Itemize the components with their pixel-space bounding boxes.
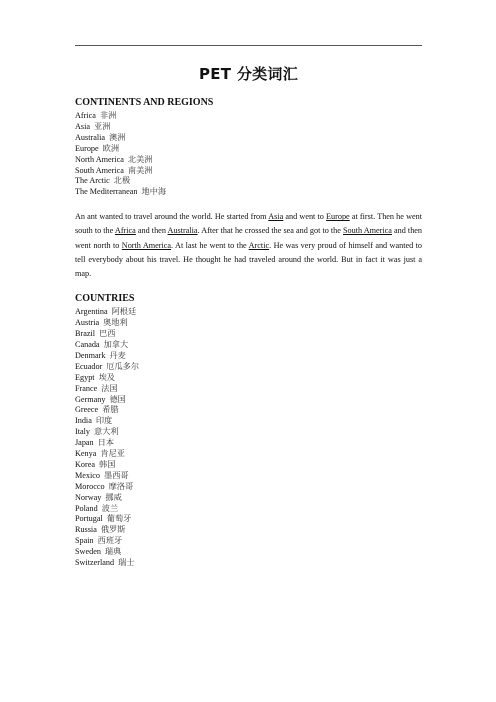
story-text: . At last he went to the [171,240,249,250]
section-continents [75,97,422,198]
english-term: The Arctic [75,176,110,186]
english-term: Australia [75,132,106,142]
chinese-term: 厄瓜多尔 [106,361,140,371]
story-text: . He was very proud of himself and wanted to tell everybody about his travel. He thought he had traveled around the world. But in fact it was just a map. [75,240,422,279]
list-item [75,438,422,449]
chinese-term: 日本 [97,438,115,448]
list-item [75,525,422,536]
list-item [75,307,422,318]
english-term: South America [75,165,124,175]
chinese-term: 希腊 [102,405,119,415]
list-item [75,318,422,329]
list-item [75,166,422,177]
english-term: Sweden [75,547,101,557]
english-term: Canada [75,339,100,349]
english-term: Portugal [75,514,103,524]
list-item [75,340,422,351]
chinese-term: 奥地利 [103,318,128,328]
english-term: Africa [75,111,96,120]
list-item [75,187,422,198]
english-term: India [75,416,92,426]
list-item [75,405,422,416]
chinese-term: 波兰 [101,503,119,513]
list-item [75,155,422,166]
underlined-word: South America [343,226,392,236]
list-item [75,122,422,133]
underlined-word: Arctic [248,240,270,250]
english-term: The Mediterranean [75,187,138,197]
chinese-term: 北美洲 [127,154,153,164]
chinese-term: 非洲 [99,111,117,120]
chinese-term: 西班牙 [97,536,123,546]
english-term: Mexico [75,470,101,480]
list-item [75,362,422,373]
english-term: Egypt [75,372,95,382]
english-term: Spain [75,536,94,546]
chinese-term: 埃及 [98,372,115,382]
chinese-term: 南美洲 [127,165,153,175]
list-item [75,384,422,395]
underlined-word: Europe [326,212,350,222]
chinese-term: 德国 [109,394,126,404]
list-item [75,482,422,493]
page-content [75,97,422,569]
chinese-term: 瑞典 [104,547,122,557]
story-text: . After that he crossed the sea and got to the [197,226,343,236]
english-term: Ecuador [75,361,103,371]
chinese-term: 亚洲 [94,121,111,131]
english-term: Europe [75,143,99,153]
english-term: Korea [75,459,96,469]
chinese-term: 巴西 [99,329,116,339]
chinese-term: 阿根廷 [111,307,137,317]
list-item [75,133,422,144]
story-paragraph [75,210,422,281]
list-item [75,471,422,482]
chinese-term: 葡萄牙 [106,514,132,524]
list-item [75,558,422,569]
chinese-term: 摩洛哥 [108,481,134,491]
english-term: Greece [75,405,99,415]
english-term: Switzerland [75,558,115,568]
chinese-term: 瑞士 [118,558,135,568]
chinese-term: 墨西哥 [104,470,129,480]
story-text: An ant wanted to travel around the world. He started from [75,212,269,222]
story-text: at first. Then he went south to the [75,212,422,236]
continents-list [75,111,422,198]
chinese-term: 肯尼亚 [100,449,125,459]
section-countries [75,293,422,569]
chinese-term: 俄罗斯 [100,525,126,535]
chinese-term: 欧洲 [102,143,120,153]
underlined-word: Asia [268,212,284,222]
chinese-term: 北极 [113,176,131,186]
countries-list [75,307,422,569]
underlined-word: Australia [167,226,198,236]
underlined-word: Africa [114,226,136,236]
english-term: Brazil [75,329,96,339]
english-term: Kenya [75,449,97,459]
english-term: Russia [75,525,97,535]
list-item [75,514,422,525]
list-item [75,504,422,515]
chinese-term: 挪威 [105,492,122,502]
chinese-term: 印度 [95,416,113,426]
english-term: Norway [75,492,102,502]
english-term: Argentina [75,307,108,317]
header-rule [75,45,422,46]
list-item [75,329,422,340]
english-term: Morocco [75,481,105,491]
story-text: and then [135,226,168,236]
list-item [75,373,422,384]
list-item [75,460,422,471]
english-term: Austria [75,318,100,328]
list-item [75,144,422,155]
chinese-term: 澳洲 [109,132,126,142]
chinese-term: 丹麦 [109,350,126,360]
section-heading-continents: CONTINENTS AND REGIONS [75,97,214,108]
list-item [75,176,422,187]
english-term: Denmark [75,350,106,360]
english-term: Poland [75,503,98,513]
story-text: and went to [283,212,327,222]
chinese-term: 法国 [101,383,118,393]
list-item [75,493,422,504]
list-item [75,111,422,122]
chinese-term: 加拿大 [103,339,129,349]
list-item [75,416,422,427]
section-heading-countries: COUNTRIES [75,293,135,305]
english-term: Japan [75,438,94,448]
page-title: PET 分类词汇 [198,65,299,83]
chinese-term: 地中海 [141,187,167,197]
story-text: and then went north to [75,226,423,250]
english-term: Germany [75,394,106,404]
list-item [75,351,422,362]
english-term: France [75,383,98,393]
underlined-word: North America [121,240,172,250]
english-term: Asia [75,121,91,131]
list-item [75,536,422,547]
list-item [75,395,422,406]
list-item [75,547,422,558]
english-term: North America [75,154,124,164]
list-item [75,427,422,438]
list-item [75,449,422,460]
chinese-term: 意大利 [94,427,119,437]
chinese-term: 韩国 [99,459,116,469]
english-term: Italy [75,427,91,437]
